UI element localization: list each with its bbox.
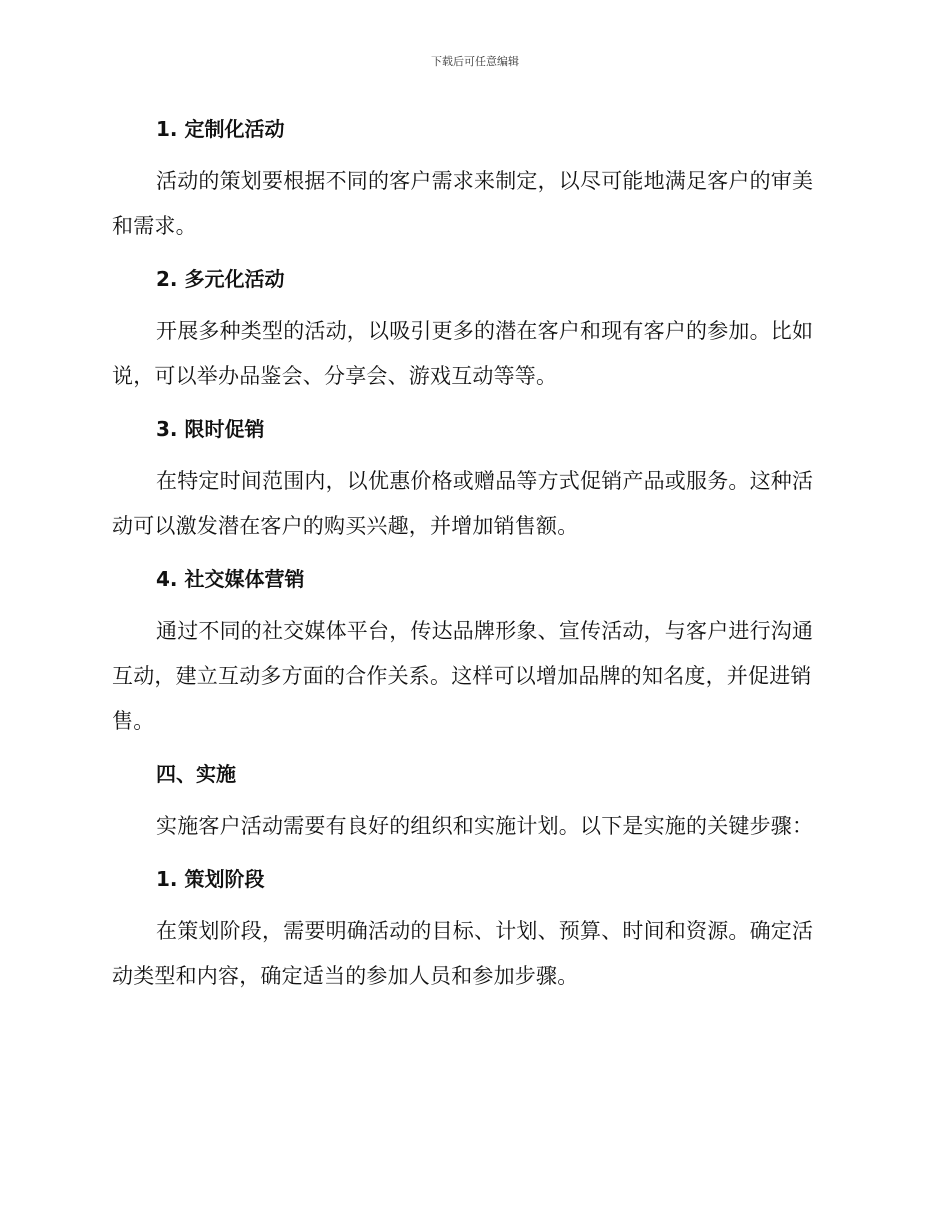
paragraph-line: 开展多种类型的活动，以吸引更多的潜在客户和现有客户的参加。比如 — [156, 319, 814, 343]
paragraph-line: 通过不同的社交媒体平台，传达品牌形象、宣传活动，与客户进行沟通 — [156, 619, 814, 643]
section-heading: 2. 多元化活动 — [156, 267, 285, 291]
paragraph — [112, 804, 832, 849]
paragraph — [112, 459, 832, 549]
paragraph-line: 动类型和内容，确定适当的参加人员和参加步骤。 — [112, 964, 579, 988]
paragraph-line: 动可以激发潜在客户的购买兴趣，并增加销售额。 — [112, 514, 579, 538]
section-heading: 四、实施 — [156, 762, 236, 786]
paragraph-line: 活动的策划要根据不同的客户需求来制定，以尽可能地满足客户的审美 — [156, 169, 814, 193]
section-heading: 1. 定制化活动 — [156, 117, 285, 141]
paragraph — [112, 159, 832, 249]
paragraph-line: 互动，建立互动多方面的合作关系。这样可以增加品牌的知名度，并促进销 — [112, 664, 812, 688]
paragraph-line: 实施客户活动需要有良好的组织和实施计划。以下是实施的关键步骤： — [156, 814, 814, 838]
section-heading: 4. 社交媒体营销 — [156, 567, 305, 591]
document-body — [112, 111, 832, 1011]
page-header: 下载后可任意编辑 — [431, 55, 519, 68]
section-heading: 3. 限时促销 — [156, 417, 265, 441]
paragraph — [112, 609, 832, 744]
paragraph — [112, 309, 832, 399]
paragraph-line: 售。 — [112, 709, 155, 733]
paragraph-line: 说，可以举办品鉴会、分享会、游戏互动等等。 — [112, 364, 558, 388]
paragraph — [112, 909, 832, 999]
section-heading: 1. 策划阶段 — [156, 867, 265, 891]
paragraph-line: 和需求。 — [112, 214, 197, 238]
paragraph-line: 在策划阶段，需要明确活动的目标、计划、预算、时间和资源。确定活 — [156, 919, 814, 943]
paragraph-line: 在特定时间范围内，以优惠价格或赠品等方式促销产品或服务。这种活 — [156, 469, 814, 493]
